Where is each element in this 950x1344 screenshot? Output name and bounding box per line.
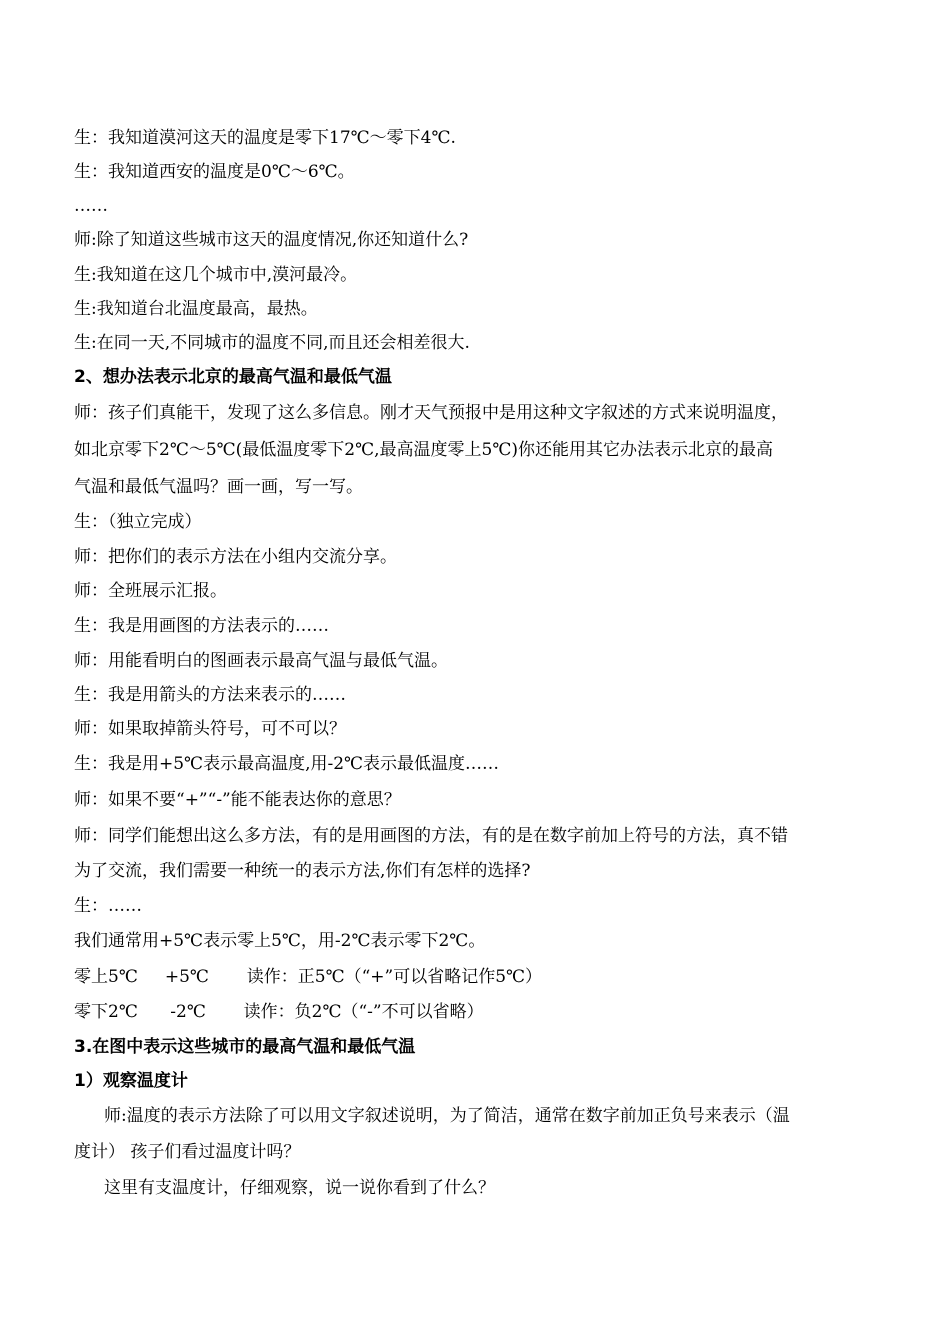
dialogue-line: 师：用能看明白的图画表示最高气温与最低气温。 [74, 651, 448, 671]
notation-line: 零上5℃ +5℃ 读作：正5℃（“+”可以省略记作5℃） [74, 967, 543, 987]
dialogue-line: 为了交流，我们需要一种统一的表示方法,你们有怎样的选择? [74, 861, 531, 881]
dialogue-line: 生：我是用箭头的方法来表示的…… [74, 685, 346, 705]
dialogue-line: 生：我是用画图的方法表示的…… [74, 616, 329, 636]
dialogue-line: 师：全班展示汇报。 [74, 581, 227, 601]
dialogue-line: 师：把你们的表示方法在小组内交流分享。 [74, 547, 397, 567]
dialogue-line: 生：（独立完成） [74, 512, 202, 532]
dialogue-line: 师:除了知道这些城市这天的温度情况,你还知道什么? [74, 230, 469, 250]
dialogue-line: 生：我知道漠河这天的温度是零下17℃～零下4℃. [74, 128, 456, 148]
dialogue-line: 生：我知道西安的温度是0℃～6℃。 [74, 162, 355, 182]
ellipsis-line: …… [74, 196, 108, 216]
paragraph-line: 师:温度的表示方法除了可以用文字叙述说明，为了简洁，通常在数字前加正负号来表示（温 [104, 1106, 790, 1126]
paragraph-line: 度计） 孩子们看过温度计吗？ [74, 1142, 301, 1162]
dialogue-line: 师：如果取掉箭头符号，可不可以？ [74, 719, 346, 739]
paragraph-line: 我们通常用+5℃表示零上5℃，用-2℃表示零下2℃。 [74, 931, 486, 951]
dialogue-line: 师：同学们能想出这么多方法，有的是用画图的方法，有的是在数字前加上符号的方法，真不错 [74, 826, 788, 846]
dialogue-line: 生:在同一天,不同城市的温度不同,而且还会相差很大. [74, 333, 470, 353]
paragraph-line: 这里有支温度计，仔细观察，说一说你看到了什么？ [104, 1178, 495, 1198]
dialogue-line: 师：孩子们真能干，发现了这么多信息。刚才天气预报中是用这种文字叙述的方式来说明温度， [74, 403, 788, 423]
section-heading: 3.在图中表示这些城市的最高气温和最低气温 [74, 1037, 416, 1057]
dialogue-line: 气温和最低气温吗？画一画，写一写。 [74, 477, 363, 497]
notation-line: 零下2℃ -2℃ 读作：负2℃（“-”不可以省略） [74, 1002, 484, 1022]
dialogue-line: 如北京零下2℃～5℃(最低温度零下2℃,最高温度零上5℃)你还能用其它办法表示北京的最高 [74, 440, 773, 460]
dialogue-line: 生:我知道在这几个城市中,漠河最冷。 [74, 265, 358, 285]
dialogue-line: 师：如果不要“+”“-”能不能表达你的意思？ [74, 790, 401, 810]
dialogue-line: 生:我知道台北温度最高，最热。 [74, 299, 318, 319]
subsection-heading: 1）观察温度计 [74, 1071, 188, 1091]
section-heading: 2、想办法表示北京的最高气温和最低气温 [74, 367, 392, 387]
dialogue-line: 生：我是用+5℃表示最高温度,用-2℃表示最低温度…… [74, 754, 500, 774]
dialogue-line: 生：…… [74, 896, 142, 916]
